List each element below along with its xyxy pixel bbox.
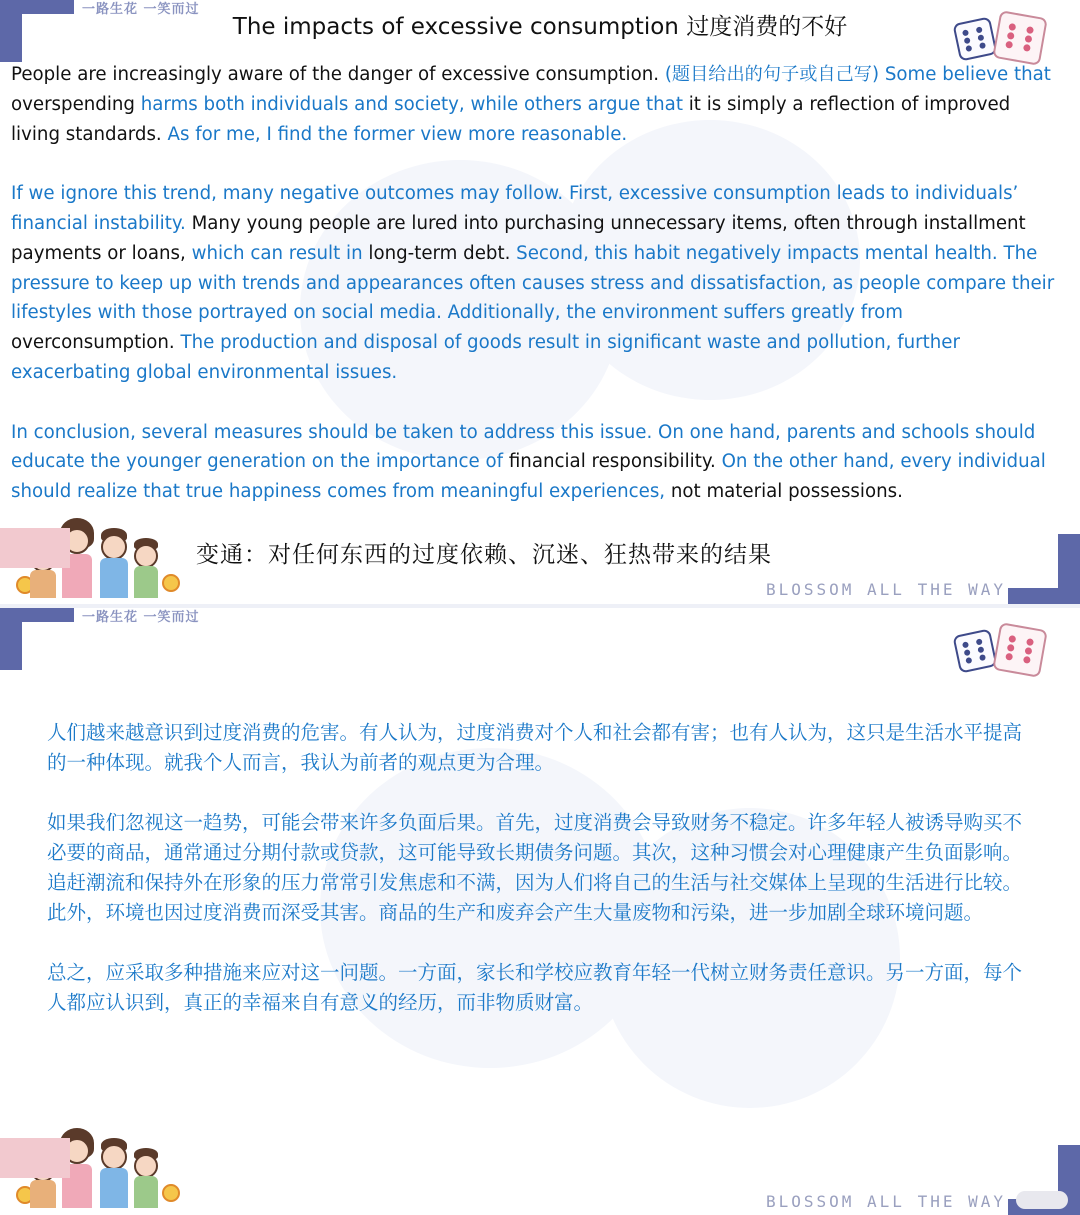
page-title: The impacts of excessive consumption 过度消费的不好 <box>232 14 848 40</box>
note-page-1 <box>0 0 1080 604</box>
essay-segment: People are increasingly aware of the danger of excessive consumption. <box>11 64 665 85</box>
translation-intro: 人们越来越意识到过度消费的危害。有人认为，过度消费对个人和社会都有害；也有人认为，这只是生活水平提高的一种体现。就我个人而言，我认为前者的观点更为合理。 <box>47 721 1023 774</box>
corner-decoration <box>0 528 70 568</box>
corner-decoration <box>0 608 22 670</box>
corner-decoration <box>1058 534 1080 604</box>
essay-segment: harms both individuals and society, while others argue that <box>140 93 689 115</box>
corner-decoration <box>22 608 74 622</box>
english-essay <box>11 60 1061 507</box>
essay-segment: long-term debt. <box>368 242 517 264</box>
chinese-translation <box>47 718 1037 1018</box>
translation-conclusion: 总之，应采取多种措施来应对这一问题。一方面，家长和学校应教育年轻一代树立财务责任意识。另一方面，每个人都应认识到，真正的幸福来自有意义的经历，而非物质财富。 <box>47 961 1023 1014</box>
essay-segment: On the other hand, every individual should realize that true happiness comes from meaningful experiences, <box>11 451 1046 503</box>
watermark <box>1016 1191 1068 1209</box>
essay-segment: (题目给出的句子或自己写) Some believe that <box>664 64 1051 85</box>
essay-segment: overspending <box>11 93 141 115</box>
essay-conclusion <box>11 418 1061 507</box>
essay-segment: Many young people are lured into purchasing unnecessary items, often through installment payments or loans, <box>11 212 1026 264</box>
essay-segment: which can result in <box>191 242 369 264</box>
essay-segment: overconsumption. <box>11 332 181 354</box>
essay-body <box>11 179 1061 388</box>
essay-segment: If we ignore this trend, many negative outcomes may follow. First, excessive consumption leads to individuals’ financial instability. <box>11 183 1019 234</box>
brand-text: 一路生花 一笑而过 <box>82 2 200 17</box>
variation-note: 变通：对任何东西的过度依赖、沉迷、狂热带来的结果 <box>196 542 772 568</box>
note-page-2 <box>0 608 1080 1215</box>
essay-segment: As for me, I find the former view more reasonable. <box>167 123 628 145</box>
essay-segment: Second, this habit negatively impacts mental health. The pressure to keep up with trends and appearances often causes stress and dissatisfaction, as people compare their lifestyles with those portrayed on social media. Additionally, the environment suffers greatly from <box>11 242 1055 324</box>
dice-icon <box>952 624 1044 684</box>
tagline: BLOSSOM ALL THE WAY <box>765 1192 1006 1211</box>
essay-segment: it is simply a reflection of improved living standards. <box>11 93 1011 145</box>
essay-intro <box>11 60 1061 149</box>
essay-segment: financial responsibility. <box>508 451 722 473</box>
corner-decoration <box>0 1138 70 1178</box>
translation-body: 如果我们忽视这一趋势，可能会带来许多负面后果。首先，过度消费会导致财务不稳定。许多年轻人被诱导购买不必要的商品，通常通过分期付款或贷款，这可能导致长期债务问题。其次，这种习惯会对心理健康产生负面影响。追赶潮流和保持外在形象的压力常常引发焦虑和不满，因为人们将自己的生活与社交媒体上呈现的生活进行比较。此外，环境也因过度消费而深受其害。商品的生产和废弃会产生大量废物和污染，进一步加剧全球环境问题。 <box>47 811 1023 924</box>
essay-segment: In conclusion, several measures should be taken to address this issue. On one hand, parents and schools should educate the younger generation on the importance of <box>11 421 1036 473</box>
corner-decoration <box>1008 588 1058 604</box>
tagline: BLOSSOM ALL THE WAY <box>765 580 1006 599</box>
essay-segment: The production and disposal of goods result in significant waste and pollution, further exacerbating global environmental issues. <box>11 332 960 383</box>
essay-segment: not material possessions. <box>670 481 903 503</box>
brand-text: 一路生花 一笑而过 <box>82 610 200 625</box>
